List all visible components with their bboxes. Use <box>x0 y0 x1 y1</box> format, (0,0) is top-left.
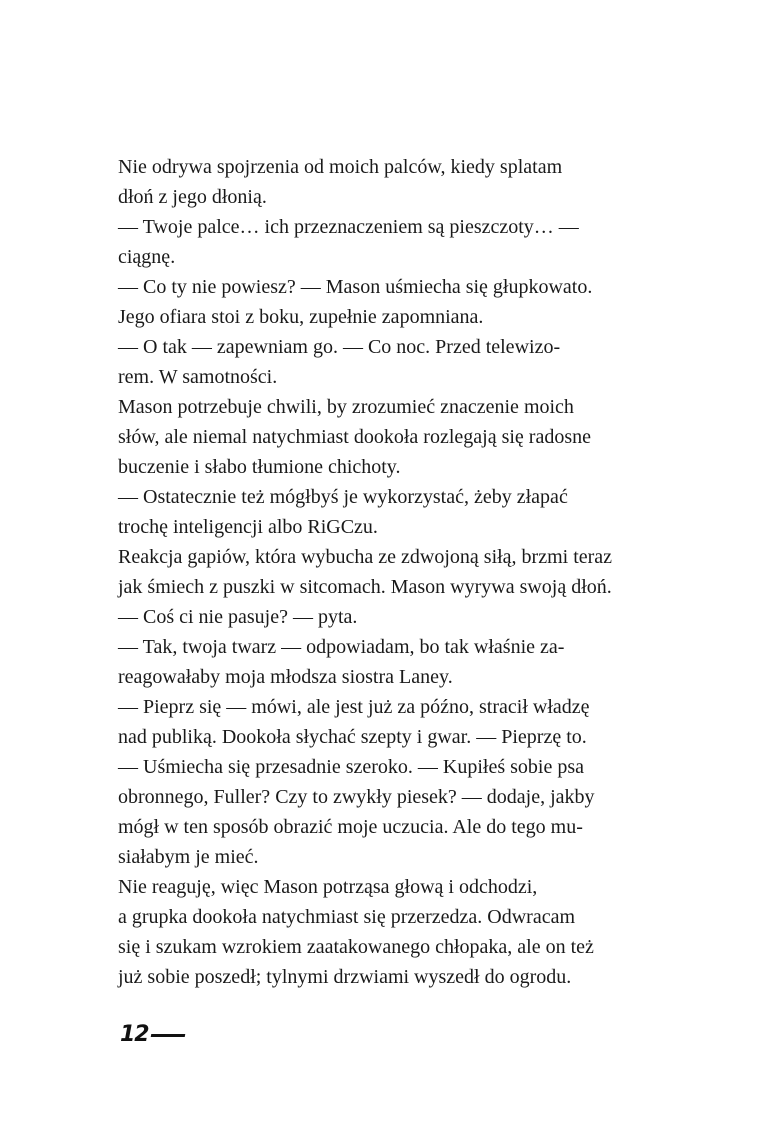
text-line: Mason potrzebuje chwili, by zrozumieć znaczenie moich <box>118 396 574 418</box>
text-line: — Pieprz się — mówi, ale jest już za późno, stracił władzę <box>118 696 590 718</box>
text-line: słów, ale niemal natychmiast dookoła rozlegają się radosne <box>118 426 591 448</box>
text-line: mógł w ten sposób obrazić moje uczucia. Ale do tego mu- <box>118 816 583 838</box>
text-line: ciągnę. <box>118 246 176 268</box>
text-line: się i szukam wzrokiem zaatakowanego chłopaka, ale on też <box>118 936 594 958</box>
text-line: Jego ofiara stoi z boku, zupełnie zapomniana. <box>118 306 484 328</box>
text-line: siałabym je mieć. <box>118 846 259 868</box>
text-line: — Tak, twoja twarz — odpowiadam, bo tak właśnie za- <box>118 636 565 658</box>
text-line: Reakcja gapiów, która wybucha ze zdwojoną siłą, brzmi teraz <box>118 546 613 568</box>
text-line: — Uśmiecha się przesadnie szeroko. — Kupiłeś sobie psa <box>118 756 584 778</box>
text-line: Nie odrywa spojrzenia od moich palców, kiedy splatam <box>118 156 563 178</box>
text-line: Nie reaguję, więc Mason potrząsa głową i odchodzi, <box>118 876 538 898</box>
text-line: — Ostatecznie też mógłbyś je wykorzystać, żeby złapać <box>118 486 568 508</box>
text-line: buczenie i słabo tłumione chichoty. <box>118 456 401 478</box>
text-line: rem. W samotności. <box>118 366 278 388</box>
body-text <box>118 152 643 992</box>
text-line: — Co ty nie powiesz? — Mason uśmiecha się głupkowato. <box>118 276 593 298</box>
text-line: obronnego, Fuller? Czy to zwykły piesek? — dodaje, jakby <box>118 786 595 808</box>
text-line: — Twoje palce… ich przeznaczeniem są pieszczoty… — <box>118 216 579 238</box>
text-line: już sobie poszedł; tylnymi drzwiami wyszedł do ogrodu. <box>118 966 572 988</box>
text-line: trochę inteligencji albo RiGCzu. <box>118 516 378 538</box>
text-line: reagowałaby moja młodsza siostra Laney. <box>118 666 453 688</box>
page-number-text: 12 <box>120 1022 149 1047</box>
text-line: — Coś ci nie pasuje? — pyta. <box>118 606 358 628</box>
text-line: dłoń z jego dłonią. <box>118 186 267 208</box>
folio-rule <box>150 1034 185 1037</box>
text-line: — O tak — zapewniam go. — Co noc. Przed telewizo- <box>118 336 561 358</box>
text-line: jak śmiech z puszki w sitcomach. Mason wyrywa swoją dłoń. <box>118 576 612 598</box>
text-line: a grupka dookoła natychmiast się przerzedza. Odwracam <box>118 906 576 928</box>
text-line: nad publiką. Dookoła słychać szepty i gwar. — Pieprzę to. <box>118 726 587 748</box>
page-number <box>120 1022 185 1048</box>
